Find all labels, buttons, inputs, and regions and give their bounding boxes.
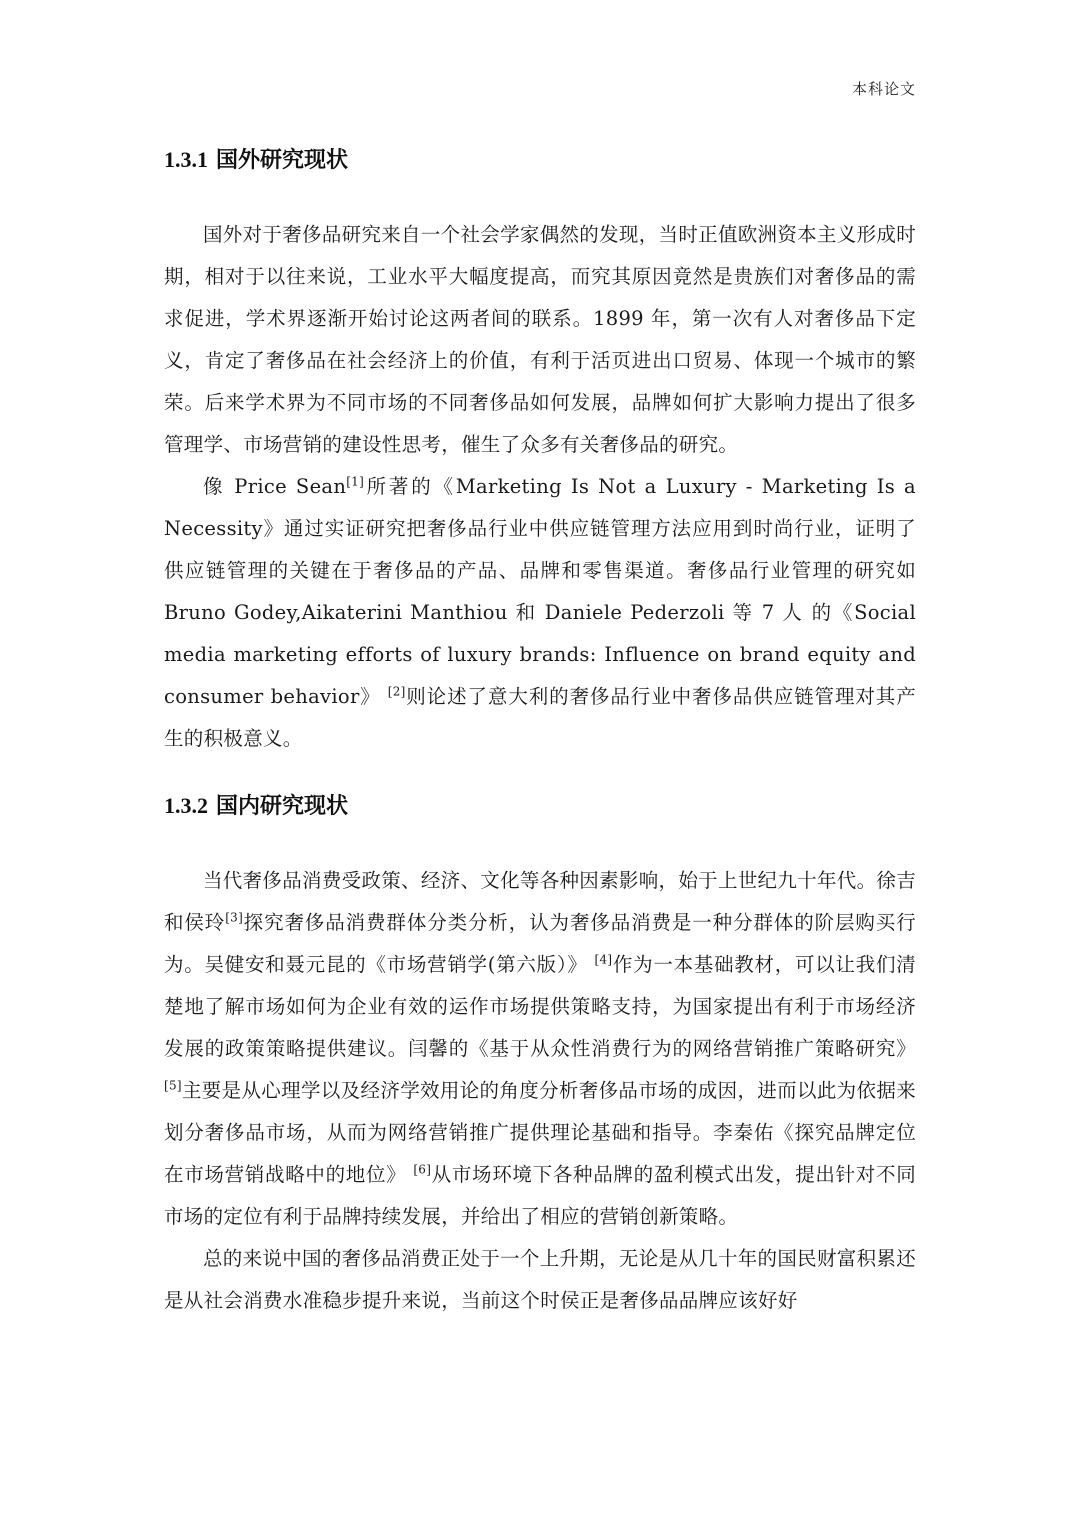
text-run: 当代奢侈品消费受政策、经济、文化等各种因素影响，始于上世纪九十年代。徐吉和侯玲 <box>164 869 916 934</box>
citation-ref-3: [3] <box>225 910 244 925</box>
page-body <box>164 140 916 1322</box>
section-title: 国外研究现状 <box>216 147 349 173</box>
section-number: 1.3.1 <box>164 147 208 172</box>
text-run: 探究奢侈品消费群体分类分析，认为奢侈品消费是一种分群体的阶层购买行为。吴健安和聂元昆的《市场营销学(第六版）》 <box>164 911 917 976</box>
section-heading-1-3-2 <box>164 786 916 826</box>
citation-ref-2: [2] <box>387 684 406 699</box>
text-run: 像 Price Sean <box>203 475 347 498</box>
paragraph-domestic-literature <box>164 860 916 1238</box>
paragraph-foreign-intro: 国外对于奢侈品研究来自一个社会学家偶然的发现，当时正值欧洲资本主义形成时期，相对于以往来说，工业水平大幅度提高，而究其原因竟然是贵族们对奢侈品的需求促进，学术界逐渐开始讨论这两者间的联系。1899 年，第一次有人对奢侈品下定义，肯定了奢侈品在社会经济上的价值，有利于活页进出口贸易、体现一个城市的繁荣。后来学术界为不同市场的不同奢侈品如何发展，品牌如何扩大影响力提出了很多管理学、市场营销的建设性思考，催生了众多有关奢侈品的研究。 <box>164 223 916 456</box>
text-run: 所著的《Marketing Is Not a Luxury - Marketing Is a Necessity》通过实证研究把奢侈品行业中供应链管理方法应用到时尚行业，证明了供应链管理的关键在于奢侈品的产品、品牌和零售渠道。奢侈品行业管理的研究如 Bruno Godey,Aikaterini Manthiou 和 Daniele Pederzoli 等 7 人 的《Social media marketing efforts of luxury brands: Influence on brand equity and consumer behavior》 <box>164 475 916 708</box>
citation-ref-5: [5] <box>164 1078 182 1093</box>
section-title: 国内研究现状 <box>216 793 349 819</box>
running-header: 本科论文 <box>851 80 916 98</box>
citation-ref-1: [1] <box>346 474 365 489</box>
paragraph-domestic-summary: 总的来说中国的奢侈品消费正处于一个上升期，无论是从几十年的国民财富积累还是从社会消费水准稳步提升来说，当前这个时侯正是奢侈品品牌应该好好 <box>164 1247 916 1312</box>
header-rule <box>164 108 916 109</box>
citation-ref-4: [4] <box>594 952 613 967</box>
text-run: 则论述了意大利的奢侈品行业中奢侈品供应链管理对其产生的积极意义。 <box>164 685 916 750</box>
text-run: 主要是从心理学以及经济学效用论的角度分析奢侈品市场的成因，进而以此为依据来划分奢侈品市场，从而为网络营销推广提供理论基础和指导。李秦佑《探究品牌定位在市场营销战略中的地位》 <box>164 1079 916 1186</box>
section-number: 1.3.2 <box>164 793 208 818</box>
paragraph-foreign-literature <box>164 466 916 760</box>
section-heading-1-3-1 <box>164 140 916 180</box>
text-run: 从市场环境下各种品牌的盈利模式出发，提出针对不同市场的定位有利于品牌持续发展，并给出了相应的营销创新策略。 <box>164 1163 917 1228</box>
text-run: 作为一本基础教材，可以让我们清楚地了解市场如何为企业有效的运作市场提供策略支持，为国家提出有利于市场经济发展的政策策略提供建议。闫馨的《基于从众性消费行为的网络营销推广策略研究》 <box>164 953 916 1060</box>
citation-ref-6: [6] <box>413 1162 432 1177</box>
